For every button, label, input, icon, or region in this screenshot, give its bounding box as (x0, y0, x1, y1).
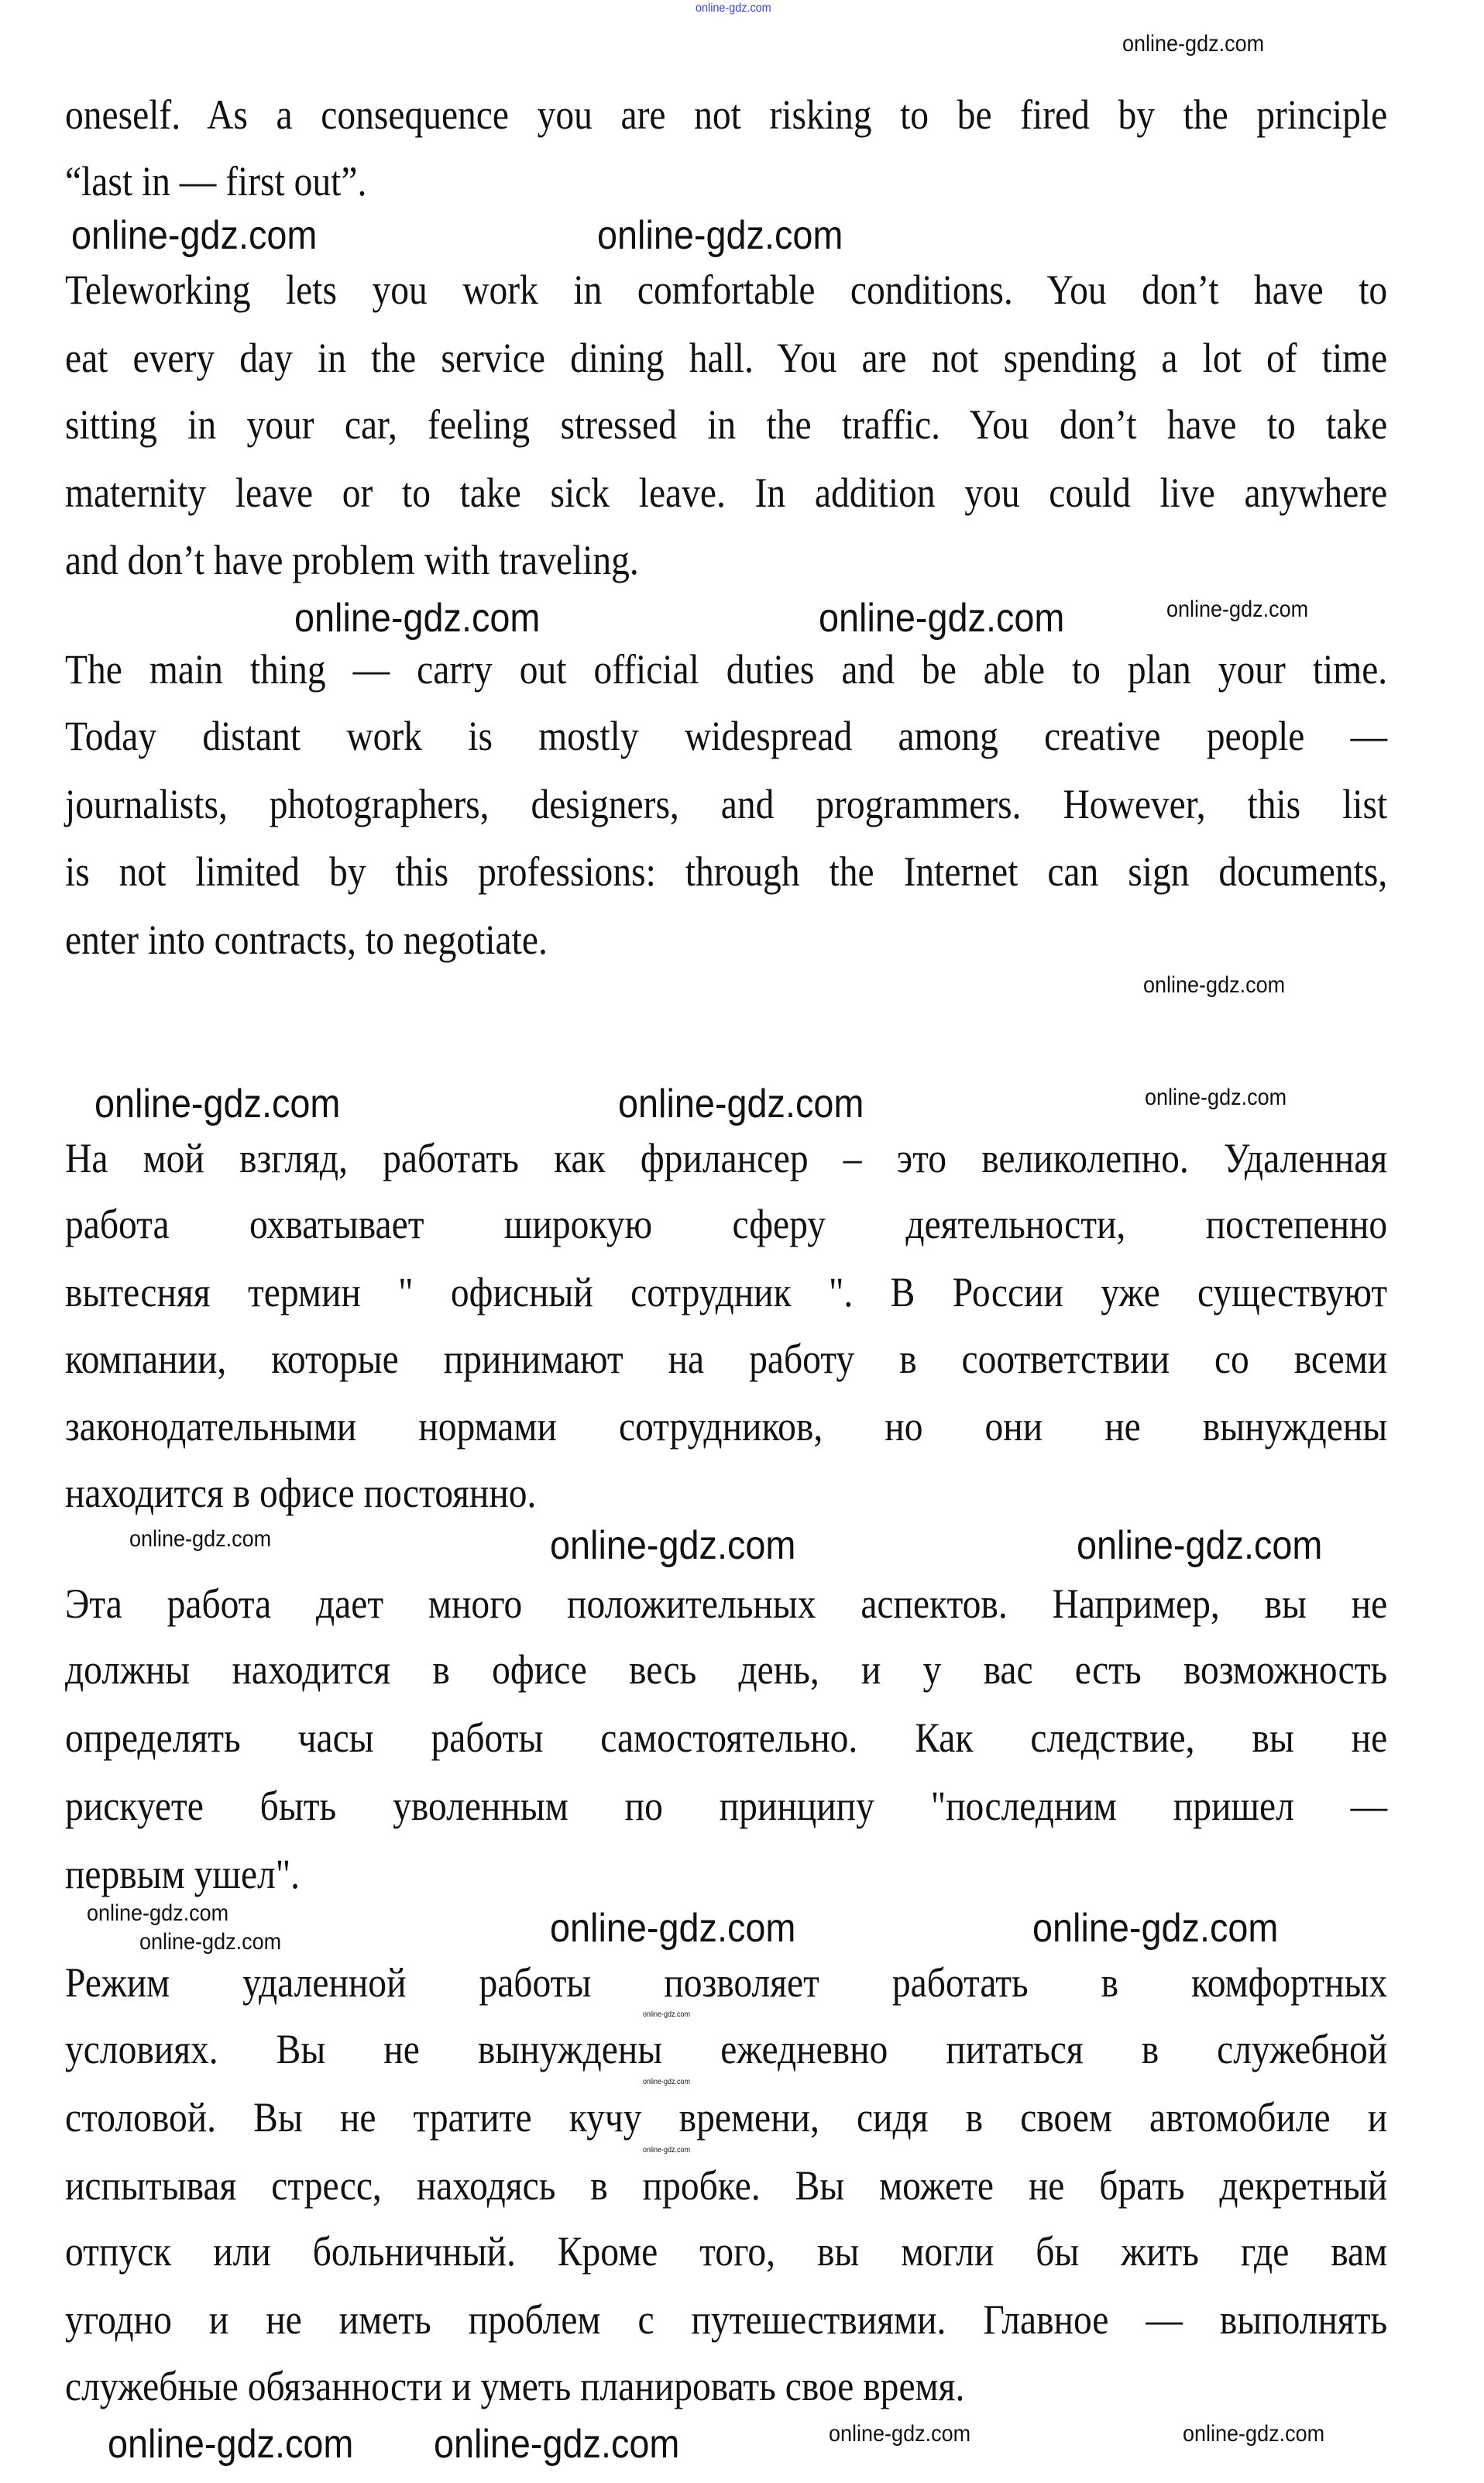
text-line: Today distant work is mostly widespread among creative people — (65, 713, 1388, 759)
text-line: Эта работа дает много положительных аспектов. Например, вы не (65, 1580, 1388, 1627)
text-line: испытывая стресс, находясь в пробке. Вы можете не брать декретный (65, 2162, 1388, 2209)
watermark: online-gdz.com (1166, 597, 1309, 622)
text-line: На мой взгляд, работать как фрилансер – это великолепно. Удаленная (65, 1135, 1388, 1181)
text-line: работа охватывает широкую сферу деятельности, постепенно (65, 1201, 1388, 1247)
text-line: journalists, photographers, designers, and programmers. However, this list (65, 781, 1388, 827)
watermark: online-gdz.com (1122, 31, 1265, 57)
text-line: вытесняя термин " офисный сотрудник ". В России уже существуют (65, 1269, 1388, 1315)
watermark: online-gdz.com (434, 2422, 680, 2467)
text-line: законодательными нормами сотрудников, но они не вынуждены (65, 1403, 1388, 1450)
text-line: компании, которые принимают на работу в соответствии со всеми (65, 1336, 1388, 1382)
text-line: находится в офисе постоянно. (65, 1470, 537, 1516)
text-line: служебные обязанности и уметь планировать свое время. (65, 2363, 965, 2409)
text-line: рискуете быть уволенным по принципу "последним пришел — (65, 1783, 1388, 1829)
watermark: online-gdz.com (643, 2078, 691, 2086)
watermark: online-gdz.com (1145, 1085, 1287, 1110)
watermark: online-gdz.com (643, 2010, 691, 2019)
watermark: online-gdz.com (550, 1523, 796, 1568)
text-line: столовой. Вы не тратите кучу времени, сидя в своем автомобиле и (65, 2094, 1388, 2141)
watermark: online-gdz.com (1077, 1523, 1323, 1568)
text-line: должны находится в офисе весь день, и у вас есть возможность (65, 1646, 1388, 1693)
text-line: Teleworking lets you work in comfortable conditions. You don’t have to (65, 267, 1388, 313)
text-line: отпуск или больничный. Кроме того, вы могли бы жить где вам (65, 2228, 1388, 2275)
text-line: The main thing — carry out official duties and be able to plan your time. (65, 646, 1388, 693)
watermark: online-gdz.com (550, 1906, 796, 1951)
text-line: maternity leave or to take sick leave. In addition you could live anywhere (65, 469, 1388, 516)
watermark: online-gdz.com (294, 596, 541, 641)
watermark: online-gdz.com (618, 1082, 864, 1126)
watermark: online-gdz.com (71, 213, 318, 258)
text-line: and don’t have problem with traveling. (65, 537, 639, 583)
watermark: online-gdz.com (87, 1900, 229, 1926)
text-line: первым ушел". (65, 1851, 301, 1897)
text-line: is not limited by this professions: through the Internet can sign documents, (65, 848, 1388, 895)
text-line: условиях. Вы не вынуждены ежедневно питаться в служебной (65, 2026, 1388, 2072)
text-line: enter into contracts, to negotiate. (65, 917, 548, 963)
text-line: “last in — first out”. (65, 158, 367, 205)
watermark: online-gdz.com (1032, 1906, 1279, 1951)
watermark: online-gdz.com (829, 2421, 971, 2447)
text-line: определять часы работы самостоятельно. Как следствие, вы не (65, 1714, 1388, 1761)
text-line: Режим удаленной работы позволяет работать в комфортных (65, 1959, 1388, 2006)
watermark: online-gdz.com (139, 1929, 282, 1955)
text-line: sitting in your car, feeling stressed in the traffic. You don’t have to take (65, 401, 1388, 448)
watermark: online-gdz.com (94, 1082, 341, 1126)
watermark: online-gdz.com (129, 1526, 272, 1552)
text-line: eat every day in the service dining hall. You are not spending a lot of time (65, 335, 1388, 381)
watermark: online-gdz.com (819, 596, 1065, 641)
watermark: online-gdz.com (696, 2, 771, 15)
watermark: online-gdz.com (1183, 2421, 1325, 2447)
watermark: online-gdz.com (643, 2146, 691, 2155)
watermark: online-gdz.com (108, 2422, 354, 2467)
text-line: oneself. As a consequence you are not risking to be fired by the principle (65, 91, 1388, 138)
watermark: online-gdz.com (1143, 972, 1286, 998)
watermark: online-gdz.com (597, 213, 843, 258)
text-line: угодно и не иметь проблем с путешествиями. Главное — выполнять (65, 2296, 1388, 2343)
